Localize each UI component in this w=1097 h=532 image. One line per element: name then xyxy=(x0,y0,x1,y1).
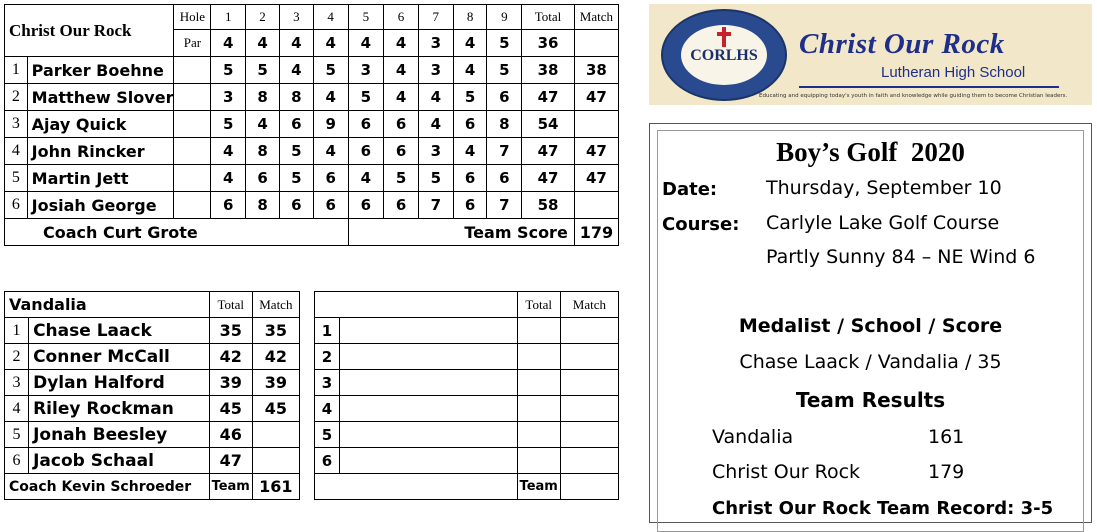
match-header: Match xyxy=(574,5,618,30)
player-total: 54 xyxy=(522,111,575,138)
second-player-total-empty xyxy=(517,318,560,344)
hole-score: 8 xyxy=(246,192,280,219)
hole-score: 7 xyxy=(418,192,453,219)
team-result-score: 179 xyxy=(928,461,965,483)
player-name: Riley Rockman xyxy=(29,396,210,422)
second-player-total-empty xyxy=(517,344,560,370)
second-player-total-empty xyxy=(517,422,560,448)
hole-score: 5 xyxy=(211,57,246,84)
medalist-heading: Medalist / School / Score xyxy=(738,315,1003,337)
hole-score: 5 xyxy=(246,57,280,84)
player-index: 1 xyxy=(5,57,28,84)
player-index: 4 xyxy=(5,138,28,165)
opponent-player-rows xyxy=(5,318,619,474)
player-total: 38 xyxy=(522,57,575,84)
hole-score: 7 xyxy=(487,138,522,165)
hole-score: 4 xyxy=(384,84,419,111)
hole-score: 4 xyxy=(384,57,419,84)
hole-score: 6 xyxy=(487,165,522,192)
hole-score: 4 xyxy=(211,165,246,192)
hole-score: 6 xyxy=(453,111,487,138)
player-match xyxy=(252,422,299,448)
player-match xyxy=(574,111,618,138)
home-coach: Coach Curt Grote xyxy=(5,219,349,246)
player-match: 47 xyxy=(574,165,618,192)
second-player-name-empty xyxy=(340,318,518,344)
hole-score: 5 xyxy=(487,57,522,84)
par-value: 3 xyxy=(418,30,453,57)
hole-score: 6 xyxy=(384,192,419,219)
hole-score: 5 xyxy=(279,165,313,192)
hole-number: 8 xyxy=(453,5,487,30)
logo-brand-name: Christ Our Rock xyxy=(799,28,1005,60)
course-value: Carlyle Lake Golf Course xyxy=(766,212,1000,234)
hole-score: 5 xyxy=(279,138,313,165)
table-row xyxy=(5,84,619,111)
hole-score: 4 xyxy=(246,111,280,138)
player-name: Conner McCall xyxy=(29,344,210,370)
hole-score: 4 xyxy=(211,138,246,165)
player-match: 47 xyxy=(574,138,618,165)
hole-score: 7 xyxy=(487,192,522,219)
par-value: 4 xyxy=(348,30,384,57)
column-separator xyxy=(299,344,314,370)
home-team-name: Christ Our Rock xyxy=(5,5,174,57)
par-value: 4 xyxy=(313,30,348,57)
second-player-match-empty xyxy=(560,318,618,344)
player-name: Matthew Slover xyxy=(27,84,174,111)
team-result-score: 161 xyxy=(928,426,965,448)
player-match xyxy=(574,192,618,219)
second-coach-empty xyxy=(314,474,517,500)
hole-score: 6 xyxy=(279,111,313,138)
hole-score: 6 xyxy=(246,165,280,192)
hole-score: 4 xyxy=(453,57,487,84)
hole-score: 6 xyxy=(211,192,246,219)
school-logo-banner xyxy=(649,4,1092,105)
second-player-index: 3 xyxy=(314,370,339,396)
second-player-name-empty xyxy=(340,396,518,422)
player-name: Ajay Quick xyxy=(27,111,174,138)
hole-number: 7 xyxy=(418,5,453,30)
hole-score: 8 xyxy=(279,84,313,111)
date-value: Thursday, September 10 xyxy=(766,177,1002,199)
table-row xyxy=(5,318,619,344)
player-total: 47 xyxy=(522,84,575,111)
table-row xyxy=(5,344,619,370)
home-team-score: 179 xyxy=(574,219,618,246)
second-player-index: 4 xyxy=(314,396,339,422)
par-match-empty xyxy=(574,30,618,57)
player-total: 47 xyxy=(522,138,575,165)
table-row xyxy=(5,111,619,138)
column-separator xyxy=(299,474,314,500)
second-player-index: 6 xyxy=(314,448,339,474)
player-empty-cell xyxy=(174,84,211,111)
hole-label: Hole xyxy=(174,5,211,30)
hole-score: 8 xyxy=(487,111,522,138)
results-inner-frame xyxy=(657,130,1084,532)
player-total: 39 xyxy=(209,370,252,396)
second-player-index: 5 xyxy=(314,422,339,448)
second-player-name-empty xyxy=(340,448,518,474)
par-value: 4 xyxy=(453,30,487,57)
results-title: Boy’s Golf 2020 xyxy=(776,137,965,167)
hole-score: 6 xyxy=(348,192,384,219)
player-index: 3 xyxy=(5,111,28,138)
table-row xyxy=(5,165,619,192)
player-total: 42 xyxy=(209,344,252,370)
hole-score: 5 xyxy=(418,165,453,192)
player-index: 3 xyxy=(5,370,29,396)
player-total: 46 xyxy=(209,422,252,448)
second-player-index: 2 xyxy=(314,344,339,370)
hole-number: 5 xyxy=(348,5,384,30)
table-row xyxy=(5,370,619,396)
hole-number: 3 xyxy=(279,5,313,30)
par-value: 4 xyxy=(384,30,419,57)
hole-score: 4 xyxy=(279,57,313,84)
hole-score: 6 xyxy=(313,165,348,192)
player-empty-cell xyxy=(174,111,211,138)
player-index: 6 xyxy=(5,192,28,219)
second-player-match-empty xyxy=(560,344,618,370)
second-total-header: Total xyxy=(517,292,560,318)
hole-score: 6 xyxy=(279,192,313,219)
hole-score: 4 xyxy=(313,138,348,165)
player-match: 42 xyxy=(252,344,299,370)
team-result-name: Vandalia xyxy=(712,426,794,448)
second-player-total-empty xyxy=(517,448,560,474)
table-row xyxy=(5,422,619,448)
player-total: 47 xyxy=(522,165,575,192)
team-record: Christ Our Rock Team Record: 3-5 xyxy=(712,498,1054,519)
second-team-name-empty xyxy=(314,292,517,318)
par-value: 4 xyxy=(246,30,280,57)
second-match-header: Match xyxy=(560,292,618,318)
logo-subtitle: Lutheran High School xyxy=(881,64,1026,81)
hole-score: 5 xyxy=(211,111,246,138)
player-empty-cell xyxy=(174,192,211,219)
hole-score: 3 xyxy=(418,57,453,84)
second-player-match-empty xyxy=(560,422,618,448)
second-player-match-empty xyxy=(560,396,618,422)
school-seal-icon xyxy=(661,9,787,101)
second-player-match-empty xyxy=(560,448,618,474)
player-empty-cell xyxy=(174,165,211,192)
hole-score: 4 xyxy=(418,111,453,138)
hole-score: 4 xyxy=(418,84,453,111)
column-separator xyxy=(299,292,314,318)
hole-score: 5 xyxy=(453,84,487,111)
hole-score: 8 xyxy=(246,138,280,165)
hole-number: 6 xyxy=(384,5,419,30)
table-row xyxy=(5,138,619,165)
opponent-team-score: 161 xyxy=(252,474,299,500)
player-empty-cell xyxy=(174,57,211,84)
player-name: Martin Jett xyxy=(27,165,174,192)
second-team-score-empty xyxy=(560,474,618,500)
player-match: 39 xyxy=(252,370,299,396)
player-name: John Rincker xyxy=(27,138,174,165)
opponent-scorecard-table xyxy=(4,291,619,500)
hole-score: 6 xyxy=(453,165,487,192)
opponent-team-label: Team xyxy=(209,474,252,500)
hole-score: 9 xyxy=(313,111,348,138)
second-player-index: 1 xyxy=(314,318,339,344)
logo-tagline: Educating and equipping today's youth in faith and knowledge while guiding them to become Christian leaders. xyxy=(759,93,1068,99)
hole-number: 2 xyxy=(246,5,280,30)
player-index: 6 xyxy=(5,448,29,474)
player-match: 38 xyxy=(574,57,618,84)
column-separator xyxy=(299,422,314,448)
player-name: Josiah George xyxy=(27,192,174,219)
hole-score: 6 xyxy=(384,111,419,138)
player-name: Chase Laack xyxy=(29,318,210,344)
player-total: 58 xyxy=(522,192,575,219)
column-separator xyxy=(299,370,314,396)
second-player-name-empty xyxy=(340,370,518,396)
medalist-value: Chase Laack / Vandalia / 35 xyxy=(739,351,1002,373)
second-player-name-empty xyxy=(340,344,518,370)
total-header: Total xyxy=(522,5,575,30)
logo-underline xyxy=(799,86,1059,88)
hole-score: 6 xyxy=(487,84,522,111)
player-total: 45 xyxy=(209,396,252,422)
par-value: 5 xyxy=(487,30,522,57)
player-match: 45 xyxy=(252,396,299,422)
hole-score: 4 xyxy=(313,84,348,111)
second-team-label: Team xyxy=(517,474,560,500)
team-score-label: Team Score xyxy=(348,219,574,246)
column-separator xyxy=(299,448,314,474)
hole-score: 3 xyxy=(211,84,246,111)
table-row xyxy=(5,448,619,474)
column-separator xyxy=(299,396,314,422)
player-name: Jonah Beesley xyxy=(29,422,210,448)
hole-score: 8 xyxy=(246,84,280,111)
second-player-total-empty xyxy=(517,396,560,422)
player-index: 5 xyxy=(5,422,29,448)
home-scorecard-table xyxy=(4,4,619,246)
second-player-total-empty xyxy=(517,370,560,396)
hole-score: 4 xyxy=(348,165,384,192)
player-index: 2 xyxy=(5,84,28,111)
hole-number: 1 xyxy=(211,5,246,30)
column-separator xyxy=(299,318,314,344)
player-match xyxy=(252,448,299,474)
hole-score: 5 xyxy=(384,165,419,192)
hole-score: 6 xyxy=(348,138,384,165)
hole-number: 4 xyxy=(313,5,348,30)
hole-score: 3 xyxy=(418,138,453,165)
hole-score: 6 xyxy=(384,138,419,165)
player-empty-cell xyxy=(174,138,211,165)
hole-score: 4 xyxy=(453,138,487,165)
hole-score: 6 xyxy=(313,192,348,219)
table-row xyxy=(5,396,619,422)
hole-score: 5 xyxy=(348,84,384,111)
course-label: Course: xyxy=(662,214,740,235)
player-total: 35 xyxy=(209,318,252,344)
weather-value: Partly Sunny 84 – NE Wind 6 xyxy=(766,246,1036,268)
hole-score: 6 xyxy=(453,192,487,219)
team-result-name: Christ Our Rock xyxy=(712,461,861,483)
hole-number: 9 xyxy=(487,5,522,30)
date-label: Date: xyxy=(662,179,718,200)
second-player-name-empty xyxy=(340,422,518,448)
par-value: 4 xyxy=(211,30,246,57)
cross-icon xyxy=(717,27,731,47)
results-panel xyxy=(649,123,1092,523)
home-player-rows xyxy=(5,57,619,219)
team-results-heading: Team Results xyxy=(795,388,946,412)
player-index: 5 xyxy=(5,165,28,192)
par-label: Par xyxy=(174,30,211,57)
opponent-match-header: Match xyxy=(252,292,299,318)
player-total: 47 xyxy=(209,448,252,474)
seal-text: CORLHS xyxy=(690,47,758,64)
player-index: 4 xyxy=(5,396,29,422)
player-name: Jacob Schaal xyxy=(29,448,210,474)
player-match: 35 xyxy=(252,318,299,344)
par-total: 36 xyxy=(522,30,575,57)
second-player-match-empty xyxy=(560,370,618,396)
opponent-coach: Coach Kevin Schroeder xyxy=(5,474,210,500)
table-row xyxy=(5,57,619,84)
par-value: 4 xyxy=(279,30,313,57)
hole-score: 6 xyxy=(348,111,384,138)
player-match: 47 xyxy=(574,84,618,111)
opponent-total-header: Total xyxy=(209,292,252,318)
hole-score: 3 xyxy=(348,57,384,84)
hole-score: 5 xyxy=(313,57,348,84)
player-name: Dylan Halford xyxy=(29,370,210,396)
player-name: Parker Boehne xyxy=(27,57,174,84)
player-index: 1 xyxy=(5,318,29,344)
player-index: 2 xyxy=(5,344,29,370)
opponent-team-name: Vandalia xyxy=(5,292,210,318)
table-row xyxy=(5,192,619,219)
